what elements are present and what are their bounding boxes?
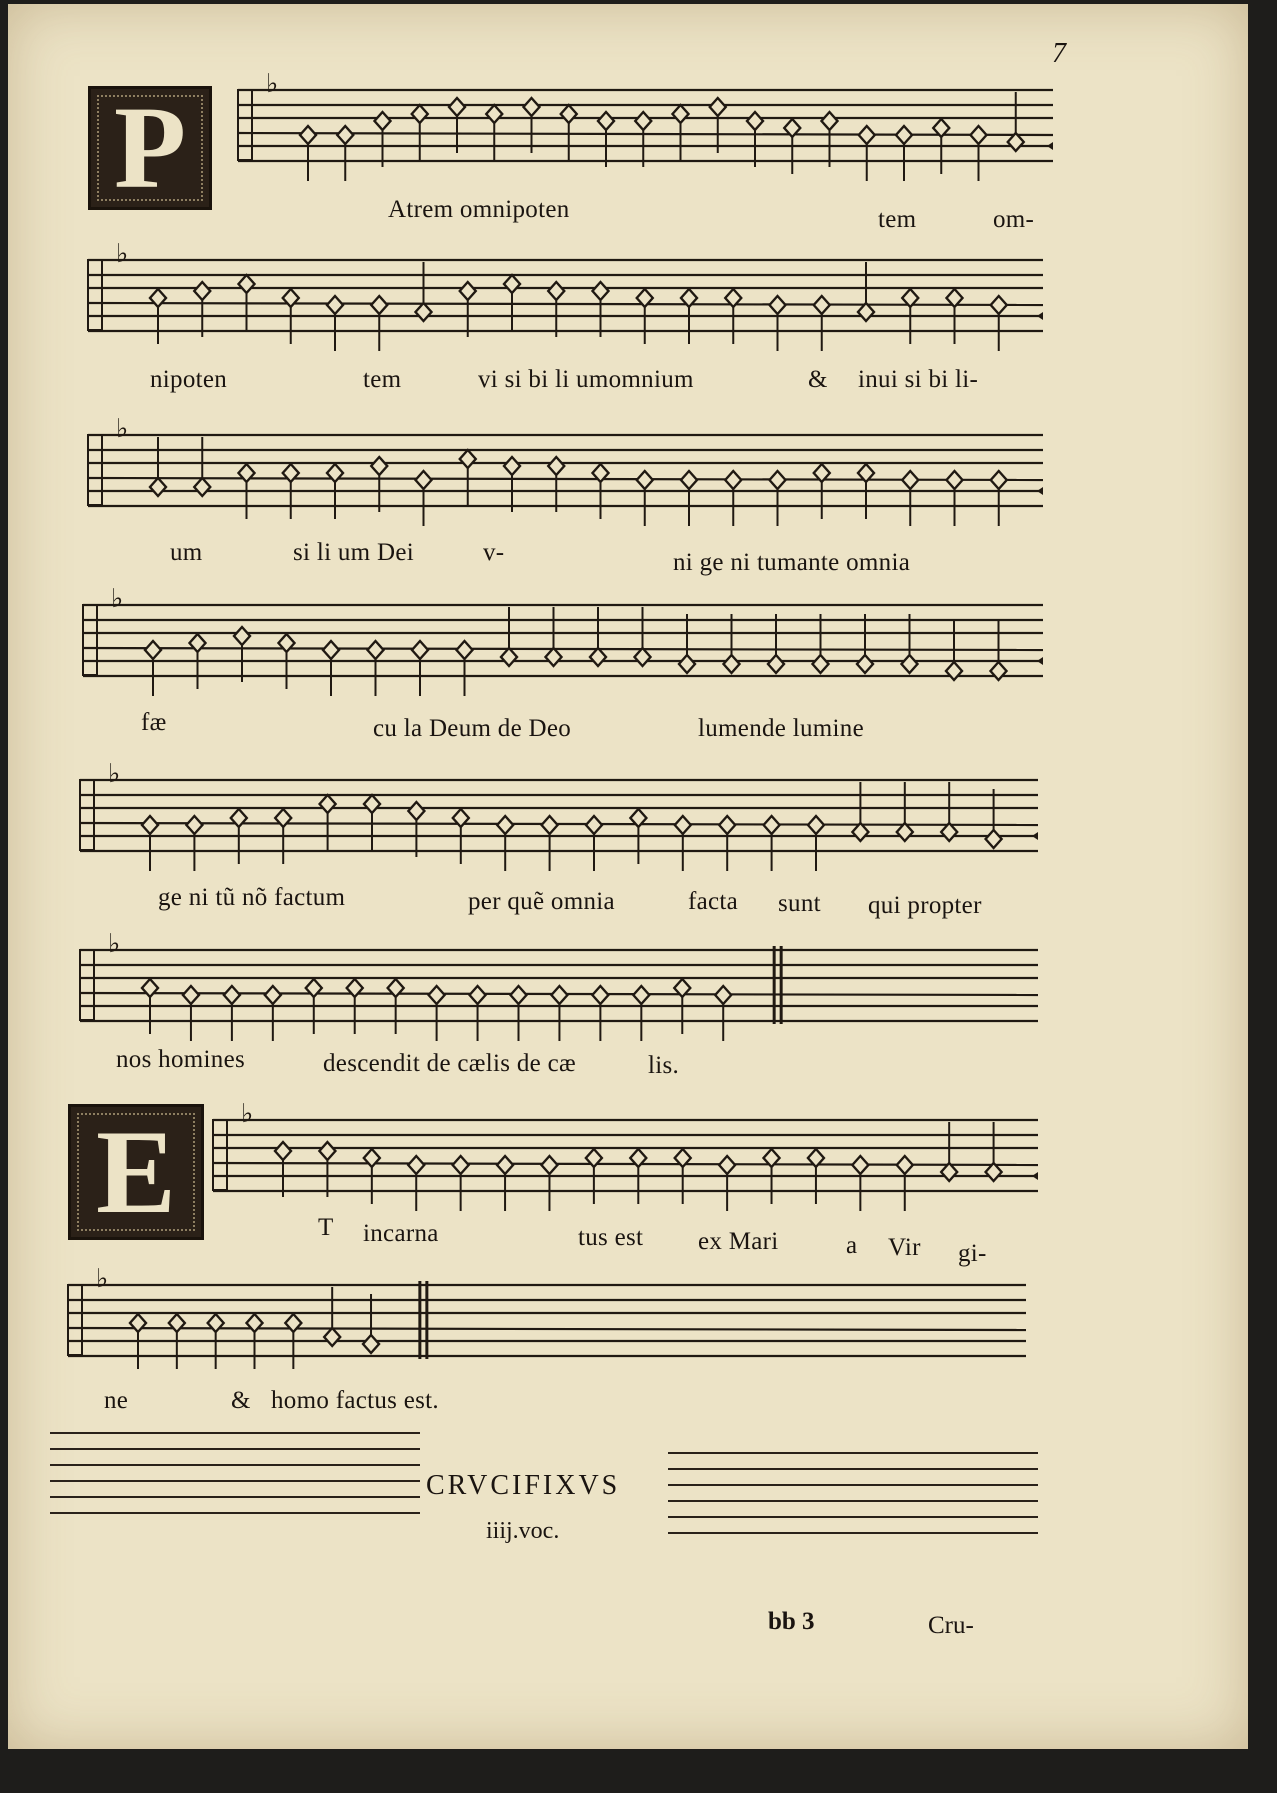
staff-1 <box>88 69 1073 194</box>
lyric: a <box>846 1232 858 1259</box>
lyric: si li um Dei <box>293 539 414 566</box>
note-head <box>183 986 199 1004</box>
note-head <box>546 648 562 666</box>
lyric: tem <box>363 366 402 393</box>
clef <box>68 1285 82 1355</box>
note-head <box>897 1156 913 1174</box>
note-head <box>363 1335 379 1353</box>
flat-sign: ♭ <box>96 1264 109 1293</box>
lyric: om- <box>993 206 1035 233</box>
note-head <box>470 986 486 1004</box>
custos <box>1032 832 1038 840</box>
note-head <box>991 296 1007 314</box>
note-head <box>265 986 281 1004</box>
custos <box>1037 487 1043 495</box>
note-head <box>453 1156 469 1174</box>
lyric: & <box>231 1387 251 1414</box>
note-head <box>679 655 695 673</box>
clef <box>80 780 94 850</box>
flat-sign: ♭ <box>241 1099 254 1128</box>
note-head <box>813 655 829 673</box>
lyric: qui propter <box>868 892 982 919</box>
catchword: Cru- <box>928 1612 974 1639</box>
note-head <box>234 627 250 645</box>
lyric: Vir <box>888 1234 921 1261</box>
section-title: CRVCIFIXVS <box>426 1470 621 1501</box>
flat-sign: ♭ <box>111 584 124 613</box>
lyric: ex Mari <box>698 1228 779 1255</box>
note-head <box>449 98 465 116</box>
note-head <box>371 457 387 475</box>
lyric: inui si bi li- <box>858 366 979 393</box>
note-head <box>715 986 731 1004</box>
decorated-initial-e: E <box>68 1104 204 1240</box>
note-head <box>724 655 740 673</box>
note-head <box>725 471 741 489</box>
flat-sign: ♭ <box>266 69 279 98</box>
note-head <box>275 1142 291 1160</box>
note-head <box>947 471 963 489</box>
note-head <box>375 112 391 130</box>
lyric: lumende lumine <box>698 715 864 742</box>
note-head <box>408 802 424 820</box>
staff-system-5 <box>68 759 1058 924</box>
note-head <box>194 478 210 496</box>
staff-8 <box>56 1264 1046 1379</box>
note-head <box>130 1314 146 1332</box>
note-head <box>719 816 735 834</box>
clef <box>238 90 252 160</box>
note-head <box>852 1156 868 1174</box>
lyric: T <box>318 1214 334 1241</box>
note-head <box>239 275 255 293</box>
lyric: nipoten <box>150 366 228 393</box>
staff-line <box>238 133 1053 135</box>
note-head <box>145 641 161 659</box>
note-head <box>337 126 353 144</box>
note-head <box>142 979 158 997</box>
note-head <box>186 816 202 834</box>
lyric: vi si bi li umomnium <box>478 366 694 393</box>
note-head <box>319 1142 335 1160</box>
lyric: facta <box>688 888 739 915</box>
note-head <box>497 816 513 834</box>
lyric: ge ni tũ nõ factum <box>158 884 346 911</box>
note-head <box>770 471 786 489</box>
note-head <box>457 641 473 659</box>
custos <box>1037 312 1043 320</box>
note-head <box>635 648 651 666</box>
note-head <box>710 98 726 116</box>
note-head <box>593 282 609 300</box>
note-head <box>902 471 918 489</box>
flat-sign: ♭ <box>108 929 121 958</box>
note-head <box>991 662 1007 680</box>
staff-6 <box>68 929 1058 1044</box>
blank-staff-left <box>50 1432 420 1528</box>
lyric: cu la Deum de Deo <box>373 715 572 742</box>
staff-line <box>88 303 1043 305</box>
note-head <box>194 282 210 300</box>
note-head <box>814 296 830 314</box>
note-head <box>150 289 166 307</box>
lyric: sunt <box>778 890 821 917</box>
note-head <box>902 655 918 673</box>
note-head <box>323 641 339 659</box>
staff-system-1 <box>88 69 1073 234</box>
lyric: lis. <box>648 1052 680 1079</box>
note-head <box>501 648 517 666</box>
lyric: Atrem omnipoten <box>388 196 570 223</box>
lyric: tem <box>878 206 917 233</box>
staff-system-2 <box>78 239 1063 404</box>
note-head <box>504 457 520 475</box>
lyric: nos homines <box>116 1046 245 1073</box>
note-head <box>592 986 608 1004</box>
note-head <box>364 795 380 813</box>
note-head <box>510 986 526 1004</box>
note-head <box>542 816 558 834</box>
note-head <box>986 830 1002 848</box>
note-head <box>971 126 987 144</box>
lyric: descendit de cælis de cæ <box>323 1050 576 1077</box>
lyric: & <box>808 366 828 393</box>
lyric: incarna <box>363 1220 439 1247</box>
note-head <box>412 641 428 659</box>
signature-mark: bb 3 <box>768 1608 815 1635</box>
page <box>8 4 1248 1749</box>
note-head <box>561 105 577 123</box>
note-head <box>551 986 567 1004</box>
note-head <box>150 478 166 496</box>
note-head <box>768 655 784 673</box>
note-head <box>681 471 697 489</box>
staff-system-6 <box>68 929 1058 1084</box>
note-head <box>416 303 432 321</box>
note-head <box>747 112 763 130</box>
note-head <box>327 296 343 314</box>
section-voices: iiij.voc. <box>486 1518 560 1544</box>
note-head <box>224 986 240 1004</box>
staff-7 <box>68 1099 1058 1214</box>
note-head <box>635 112 651 130</box>
lyric: um <box>170 539 203 566</box>
note-head <box>412 105 428 123</box>
note-head <box>991 471 1007 489</box>
lyric: homo factus est. <box>271 1387 439 1414</box>
note-head <box>429 986 445 1004</box>
note-head <box>320 795 336 813</box>
decorated-initial-p: P <box>88 86 212 210</box>
note-head <box>408 1156 424 1174</box>
note-head <box>524 98 540 116</box>
clef <box>213 1120 227 1190</box>
note-head <box>548 282 564 300</box>
staff-3 <box>78 414 1063 539</box>
note-head <box>371 296 387 314</box>
staff-line <box>213 1163 1038 1165</box>
note-head <box>504 275 520 293</box>
note-head <box>859 126 875 144</box>
flat-sign: ♭ <box>116 414 129 443</box>
note-head <box>541 1156 557 1174</box>
staff-system-3 <box>78 414 1063 579</box>
note-head <box>324 1328 340 1346</box>
staff-4 <box>73 584 1063 709</box>
staff-line <box>83 648 1043 650</box>
note-head <box>368 641 384 659</box>
note-head <box>896 126 912 144</box>
staff-system-4 <box>73 584 1063 749</box>
custos <box>1047 142 1053 150</box>
note-head <box>460 282 476 300</box>
flat-sign: ♭ <box>116 239 129 268</box>
note-head <box>416 471 432 489</box>
note-head <box>857 655 873 673</box>
lyric: tus est <box>578 1224 644 1251</box>
lyric: per quẽ omnia <box>468 888 615 915</box>
note-head <box>770 296 786 314</box>
note-head <box>675 816 691 834</box>
lyric: ni ge ni tumante omnia <box>673 549 911 576</box>
clef <box>83 605 97 675</box>
note-head <box>637 471 653 489</box>
custos <box>1037 657 1043 665</box>
staff-5 <box>68 759 1058 884</box>
lyric: fæ <box>141 709 167 736</box>
staff-system-7 <box>68 1099 1058 1267</box>
note-head <box>497 1156 513 1174</box>
note-head <box>598 112 614 130</box>
note-head <box>808 816 824 834</box>
staff-line <box>80 823 1038 825</box>
lyric: gi- <box>958 1240 987 1267</box>
note-head <box>548 457 564 475</box>
page-number: 7 <box>1052 38 1066 69</box>
note-head <box>822 112 838 130</box>
note-head <box>764 816 780 834</box>
note-head <box>586 816 602 834</box>
note-head <box>633 986 649 1004</box>
note-head <box>946 662 962 680</box>
lyric: v- <box>483 539 505 566</box>
lyric: ne <box>104 1387 129 1414</box>
note-head <box>719 1156 735 1174</box>
note-head <box>460 450 476 468</box>
note-head <box>673 105 689 123</box>
note-head <box>300 126 316 144</box>
staff-2 <box>78 239 1063 364</box>
clef <box>80 950 94 1020</box>
clef <box>88 435 102 505</box>
note-head <box>142 816 158 834</box>
staff-system-8 <box>56 1264 1046 1419</box>
note-head <box>590 648 606 666</box>
blank-staff-right <box>668 1452 1038 1548</box>
clef <box>88 260 102 330</box>
note-head <box>486 105 502 123</box>
staff-line <box>88 478 1043 480</box>
flat-sign: ♭ <box>108 759 121 788</box>
custos <box>1032 1172 1038 1180</box>
